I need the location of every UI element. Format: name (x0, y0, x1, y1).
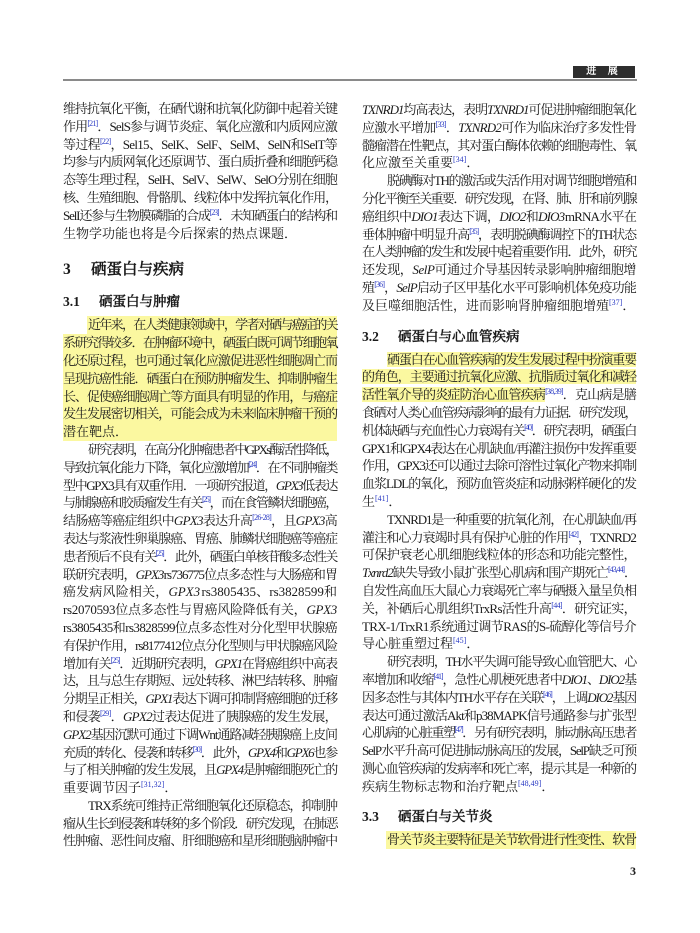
text-line (362, 707, 636, 725)
text-run: 导致抗氧化能力下降，氧化应激增加 (63, 459, 249, 475)
text-line (362, 297, 636, 315)
text-run: 可促进肿瘤细胞氧化 (528, 102, 636, 117)
text-line (63, 405, 337, 423)
text-run: ． (624, 565, 636, 581)
gene-name: TXNRD2 (458, 119, 502, 135)
gene-name: SelP (412, 262, 435, 278)
paragraph (362, 101, 636, 172)
text-line (362, 742, 636, 760)
text-run: 分期呈正相关， (63, 691, 146, 707)
citation-ref: [29] (100, 708, 111, 718)
text-run: 有保护作用，rs8177412位点分化型则与甲状腺癌风险 (63, 637, 337, 653)
text-run: 型中GPX3具有双重作用．一项研究报道， (63, 477, 276, 493)
citation-ref: [25] (201, 495, 210, 505)
section-tag: 进 展 (573, 66, 635, 78)
citation-ref: [44] (551, 600, 562, 610)
gene-name: DIO2 (598, 671, 625, 687)
text-run: 机体缺硒与充血性心力衰竭有关 (362, 422, 525, 438)
text-run: 核、生殖细胞、骨骼肌、线粒体中发挥抗氧化作用， (63, 189, 337, 205)
paragraph (63, 797, 337, 850)
paragraph (362, 351, 636, 511)
citation-ref: [35] (469, 226, 478, 236)
text-line (362, 457, 636, 475)
text-run: 低表达 (302, 477, 337, 493)
text-line (362, 778, 636, 796)
text-line (362, 404, 636, 422)
text-run: 、 (586, 671, 599, 687)
text-run: ，急性心肌梗死患者中 (442, 671, 562, 687)
text-run: ． (466, 155, 480, 171)
text-run: 潜在靶点． (63, 424, 129, 440)
text-run: 疾病生物标志物和治疗靶点 (362, 778, 519, 794)
gene-name: DIO2 (499, 208, 526, 224)
highlighted-text: 活性氧介导的炎症防治心血管疾病 (362, 387, 546, 403)
paragraph (63, 441, 337, 797)
text-line (63, 726, 337, 744)
text-line (63, 334, 337, 352)
text-run: ．克山病是膳 (562, 387, 637, 403)
text-run: 高 (324, 513, 337, 529)
text-line (63, 153, 337, 171)
text-line (362, 422, 636, 440)
text-line (63, 441, 337, 459)
text-run: ．近期研究表明， (119, 655, 215, 671)
citation-ref: [43,44] (608, 565, 625, 575)
text-run: ，而在食管鳞状细胞癌， (209, 495, 337, 511)
text-run: 癌发病风险相关， (63, 584, 169, 600)
text-run: 髓瘤潜在性靶点，其对蛋白酶体依赖的细胞毒性、氧 (362, 137, 636, 153)
text-line (63, 690, 337, 708)
gene-name: TXNRD1 (362, 102, 404, 117)
text-line (63, 548, 337, 566)
text-run: rs3805435和rs3828599位点多态性对分化型甲状腺癌 (63, 619, 337, 635)
text-line (362, 635, 636, 653)
text-run: SelP水平升高可促进肺动脉高压的发展，SelP缺乏可预 (362, 743, 636, 759)
text-run: 和 (525, 208, 539, 224)
citation-ref: [22] (100, 136, 111, 146)
text-run: 化应激至关重要 (362, 155, 454, 171)
text-run: ，上调 (551, 689, 588, 705)
text-run: 在人类肿瘤的发生和发展中起着重要作用．此外，研究 (362, 244, 636, 260)
text-line (362, 368, 636, 386)
text-line (362, 137, 636, 155)
gene-name: DIO2 (587, 689, 613, 705)
text-run: 和 (274, 744, 287, 760)
text-run: 率增加和收缩 (362, 671, 434, 687)
text-line (63, 566, 337, 584)
text-run: ， (384, 279, 397, 295)
text-run: 和侵袭 (63, 708, 100, 724)
text-line (362, 226, 636, 244)
text-line (362, 101, 636, 119)
text-line (362, 243, 636, 261)
text-run: TRX-1/TrxR1系统通过调节RAS的S-硫醇化等信号介 (362, 618, 636, 634)
text-run: rs2070593位点多态性与胃癌风险降低有关， (63, 602, 307, 618)
section-title: 硒蛋白与肿瘤 (99, 294, 180, 310)
text-run: 充质的转化、侵袭和转移 (63, 744, 193, 760)
text-run: 基因沉默可通过下调Wnt通路减轻胰腺癌上皮间 (90, 726, 337, 742)
text-run: 缺失导致小鼠扩张型心肌病和围产期死亡 (392, 565, 609, 581)
text-run: 与肺腺癌和胶质瘤发生有关 (63, 495, 202, 511)
text-run: TXNRD1是一种重要的抗氧化剂，在心肌缺血/再 (387, 511, 636, 527)
citation-ref: [42] (568, 529, 578, 539)
gene-name: DIO1 (561, 671, 587, 687)
text-run: 研究表明，在高分化肿瘤患者中GPXs酶活性降低， (88, 441, 337, 457)
section-number: 3.2 (362, 328, 379, 344)
text-line (362, 172, 636, 190)
text-run: 癌组织中 (362, 208, 412, 224)
text-line (362, 351, 636, 369)
gene-name: GPX4 (248, 744, 275, 760)
text-run: 近年来，在人类健康领域中，学者对硒与癌症的关 (88, 317, 337, 333)
gene-name: DIO3 (538, 208, 565, 224)
text-run: 导心脏重塑过程 (362, 636, 454, 652)
text-run: 可作为临床治疗多发性骨 (501, 119, 636, 135)
text-line (362, 724, 636, 742)
text-run: ． (445, 119, 459, 135)
text-run: 维持抗氧化平衡，在硒代谢和抗氧化防御中起着关键 (63, 101, 337, 116)
text-run: 生 (362, 493, 376, 509)
paragraph (362, 831, 636, 849)
citation-ref: [30] (192, 744, 201, 754)
text-run: 是肿瘤细胞死亡的 (242, 762, 338, 778)
text-line (362, 618, 636, 636)
section-number: 3.1 (63, 294, 80, 310)
citation-ref: [24] (248, 459, 256, 469)
text-line (63, 136, 337, 154)
text-run: 态等生理过程，SelH、SelV、SelW、SelO分别在细胞 (63, 172, 337, 188)
text-line (362, 386, 636, 404)
text-line (362, 493, 636, 511)
citation-ref: [41] (433, 671, 443, 681)
gene-name: TXNRD1 (487, 102, 529, 117)
highlighted-text: 硒蛋白在心血管疾病的发生发展过程中扮演重要 (387, 351, 636, 367)
citation-ref: [37] (609, 297, 623, 307)
text-run: ，TXNRD2 (578, 529, 636, 545)
text-run: 心肌病的心脏重塑 (362, 725, 455, 741)
text-run: 基因 (612, 689, 636, 705)
right-column (362, 101, 636, 849)
text-run: TRX系统可维持正常细胞氧化还原稳态，抑制肿 (88, 797, 337, 813)
text-line (362, 119, 636, 137)
text-run: ． (622, 297, 636, 313)
citation-ref: [47] (454, 725, 463, 735)
text-line (362, 671, 636, 689)
text-run: 表达下调可抑制肾癌细胞的迁移 (172, 691, 337, 707)
text-line (63, 832, 337, 850)
text-run: ． (164, 780, 178, 796)
text-line (362, 475, 636, 493)
text-run: 因多态性与其体内TH水平存在关联 (362, 689, 543, 705)
text-run: rs3805435、rs3828599和 (200, 584, 337, 600)
text-line (63, 316, 337, 334)
text-run: ． (110, 708, 123, 724)
section-title: 硒蛋白与心血管疾病 (398, 328, 520, 344)
text-line (362, 511, 636, 529)
text-run: ，Sel15、SelK、SelF、SelM、SelN和SelT等 (110, 136, 337, 152)
section-heading (63, 293, 337, 311)
section-title: 硒蛋白与疾病 (91, 261, 185, 279)
text-run: ． (541, 778, 555, 794)
text-run: 食硒对人类心血管疾病影响的最有力证据．研究发现， (362, 404, 636, 420)
text-line (63, 637, 337, 655)
citation-ref: [48,49] (518, 778, 542, 788)
text-run: 灌注和心力衰竭时具有保护心脏的作用 (362, 529, 569, 545)
text-run: 性肿瘤、恶性间皮瘤、肝细胞癌和星形细胞脑肿瘤中 (63, 833, 337, 849)
text-line (362, 261, 636, 279)
text-run: 应激水平增加 (362, 119, 436, 135)
text-run: 可通过介导基因转录影响肿瘤细胞增 (434, 262, 636, 278)
text-run: 自发性高血压大鼠心力衰竭死亡率与硒摄入量呈负相 (362, 582, 636, 598)
text-run: 启动子区甲基化水平可影响机体免疫功能 (416, 279, 636, 295)
gene-name: GPX1 (145, 691, 173, 707)
text-run: 分化平衡至关重要．研究发现，在肾、肺、肝和前列腺 (362, 190, 636, 206)
text-run: 呈现抗癌性能．硒蛋白在预防肿瘤发生、抑制肿瘤生 (63, 370, 337, 386)
text-line (362, 154, 636, 172)
text-run: 垂体肿瘤中明显升高 (362, 226, 470, 242)
paragraph (362, 511, 636, 653)
text-run: mRNA水平在 (564, 208, 636, 224)
citation-ref: [34] (453, 155, 467, 165)
text-run: 患者预后不良有关 (63, 548, 156, 564)
paragraph (63, 100, 337, 242)
text-run: 系研究得较多．在肿瘤环境中，硒蛋白既可调节细胞氧 (63, 335, 337, 351)
text-run: 长、促使癌细胞凋亡等方面具有明显的作用，与癌症 (63, 388, 337, 404)
text-run: ，表明脱碘酶调控下的TH状态 (478, 226, 637, 242)
text-line (362, 546, 636, 564)
text-run: 还发现， (362, 262, 413, 278)
text-line (63, 207, 337, 225)
gene-name: DIO1 (411, 208, 438, 224)
section-heading (362, 328, 636, 346)
text-line (362, 440, 636, 458)
text-run: 研究表明，TH水平失调可能导致心血管肥大、心 (387, 654, 636, 670)
text-line (63, 171, 337, 189)
text-run: 作用，GPX3还可以通过去除可溶性过氧化产物来抑制 (362, 458, 636, 474)
text-line (63, 744, 337, 762)
text-line (63, 352, 337, 370)
text-line (362, 529, 636, 547)
text-line (362, 582, 636, 600)
text-run: ．此外，硒蛋白单核苷酸多态性关 (163, 548, 337, 564)
page-number: 3 (630, 864, 636, 878)
text-line (63, 530, 337, 548)
citation-ref: [21] (87, 118, 98, 128)
text-run: 联研究表明， (63, 566, 136, 582)
text-run: 脱碘酶对TH的激活或失活作用对调节细胞增殖和 (387, 173, 636, 189)
gene-name: GPX3 (168, 584, 201, 600)
gene-name: GPX1 (214, 655, 242, 671)
text-run: 基 (624, 671, 636, 687)
text-line (362, 689, 636, 707)
section-number: 3.3 (362, 809, 379, 825)
text-line (362, 653, 636, 671)
text-line (362, 190, 636, 208)
text-run: 表达可通过激活Akt和p38MAPK信号通路参与扩张型 (362, 707, 636, 723)
text-line (362, 279, 636, 297)
text-run: 等过程 (63, 136, 100, 152)
section-title: 硒蛋白与关节炎 (398, 809, 493, 825)
gene-name: GPX3 (173, 513, 203, 529)
text-run: 与了相关肿瘤的发生发展，且 (63, 762, 217, 778)
text-line (63, 512, 337, 530)
text-run: 作用 (63, 118, 88, 134)
citation-ref: [26-28] (252, 513, 272, 523)
gene-name: GPX3 (295, 513, 325, 529)
text-run: 在肾癌组织中高表 (241, 655, 337, 671)
text-line (63, 583, 337, 601)
gene-name: GPX3 (275, 477, 303, 493)
text-line (362, 760, 636, 778)
gene-name: GPX4 (216, 762, 243, 778)
left-column (63, 100, 337, 850)
text-run: ． (466, 636, 480, 652)
paragraph (362, 172, 636, 314)
text-run: 血浆LDL的氧化，预防血管炎症和动脉粥样硬化的发 (362, 476, 636, 492)
text-line (63, 189, 337, 207)
text-line (63, 655, 337, 673)
text-run: rs736775位点多态性与大肠癌和胃 (163, 566, 337, 582)
text-line (63, 797, 337, 815)
gene-name: SelP (396, 279, 417, 295)
text-run: 结肠癌等癌症组织中 (63, 513, 174, 529)
section-heading (362, 808, 636, 826)
citation-ref: [31,32] (141, 780, 165, 790)
citation-ref: [25] (110, 655, 120, 665)
text-line (63, 708, 337, 726)
text-line (63, 477, 337, 495)
text-line (63, 388, 337, 406)
text-run: ．未知硒蛋白的结构和 (218, 207, 337, 223)
text-line (63, 100, 337, 118)
text-run: 均高表达，表明 (403, 102, 488, 117)
text-run: 达，且与总生存期短、远处转移、淋巴结转移、肿瘤 (63, 673, 337, 689)
text-run: 及巨噬细胞活性，进而影响肾肿瘤细胞增殖 (362, 297, 610, 313)
text-line (362, 831, 636, 849)
text-line (362, 600, 636, 618)
text-run: 生物学功能也将是今后探索的热点课题． (63, 225, 298, 241)
highlighted-text: 的角色，主要通过抗氧化应激、抗脂质过氧化和减轻 (362, 369, 636, 385)
text-line (362, 564, 636, 582)
text-run: SelI还参与生物膜磷脂的合成 (63, 207, 210, 223)
gene-name: GPX2 (122, 708, 152, 724)
text-line (63, 619, 337, 637)
text-run: 化还原过程，也可通过氧化应激促进恶性细胞凋亡而 (63, 352, 337, 368)
text-run: 发生发展密切相关，可能会成为未来临床肿瘤干预的 (63, 406, 337, 422)
citation-ref: [38,39] (545, 387, 563, 397)
text-run: 瘤从生长到侵袭和转移的多个阶段．研究发现，在肺恶 (63, 815, 337, 831)
text-run: 关，补硒后心肌组织TrxRs活性升高 (362, 600, 552, 616)
citation-ref: [45] (453, 636, 467, 646)
citation-ref: [25] (155, 548, 164, 558)
citation-ref: [36] (374, 279, 385, 289)
text-run: 均参与内质网氧化还原调节、蛋白质折叠和细胞钙稳 (63, 154, 337, 170)
text-run: ． (388, 493, 402, 509)
paragraph (362, 653, 636, 795)
section-number: 3 (63, 261, 71, 279)
text-run: 重要调节因子 (63, 780, 142, 796)
text-line (63, 494, 337, 512)
text-run: 殖 (362, 279, 375, 295)
text-run: 过表达促进了胰腺癌的发生发展， (151, 708, 337, 724)
text-line (63, 118, 337, 136)
text-run: GPX1和GPX4表达在心肌缺血/再灌注损伤中发挥重要 (362, 440, 636, 456)
citation-ref: [33] (435, 119, 446, 129)
text-run: 表达升高 (202, 513, 253, 529)
text-run: ．研究证实， (561, 600, 636, 616)
text-run: 测心血管疾病的发病率和死亡率，提示其是一种新的 (362, 760, 636, 776)
text-line (63, 779, 337, 797)
text-run: 可保护衰老心肌细胞线粒体的形态和功能完整性， (362, 547, 636, 563)
text-run: ．另有研究表明，肺动脉高压患者 (462, 725, 636, 741)
text-run: 增加有关 (63, 655, 111, 671)
gene-name: GPX6 (286, 744, 314, 760)
text-run: 表达下调， (437, 208, 500, 224)
text-line (63, 225, 337, 243)
citation-ref: [46] (542, 689, 552, 699)
text-line (63, 423, 337, 441)
text-line (63, 459, 337, 477)
text-line (63, 815, 337, 833)
text-run: ．SelS参与调节炎症、氧化应激和内质网应激 (97, 118, 337, 134)
text-run: ，且 (271, 513, 296, 529)
gene-name: Txnrd2 (362, 565, 393, 581)
gene-name: GPX3 (135, 566, 164, 582)
text-run: 也参 (313, 744, 337, 760)
text-line (63, 601, 337, 619)
text-run: 骨关节炎主要特征是关节软骨进行性变性、软骨 (387, 832, 636, 848)
text-line (63, 370, 337, 388)
text-line (63, 672, 337, 690)
section-heading (63, 260, 337, 280)
text-line (63, 761, 337, 779)
citation-ref: [23] (209, 207, 219, 217)
gene-name: GPX2 (63, 726, 91, 742)
citation-ref: [40] (524, 422, 532, 432)
text-run: 表达与浆液性卵巢腺癌、胃癌、肺鳞状细胞癌等癌症 (63, 530, 337, 546)
text-line (362, 208, 636, 226)
gene-name: GPX3 (306, 602, 337, 618)
header-rule (63, 79, 637, 81)
citation-ref: [41] (375, 493, 389, 503)
text-run: ．此外， (200, 744, 249, 760)
paragraph (63, 316, 337, 441)
text-run: ．在不同肿瘤类 (255, 459, 337, 475)
text-run: ．研究表明，硒蛋白 (531, 422, 636, 438)
